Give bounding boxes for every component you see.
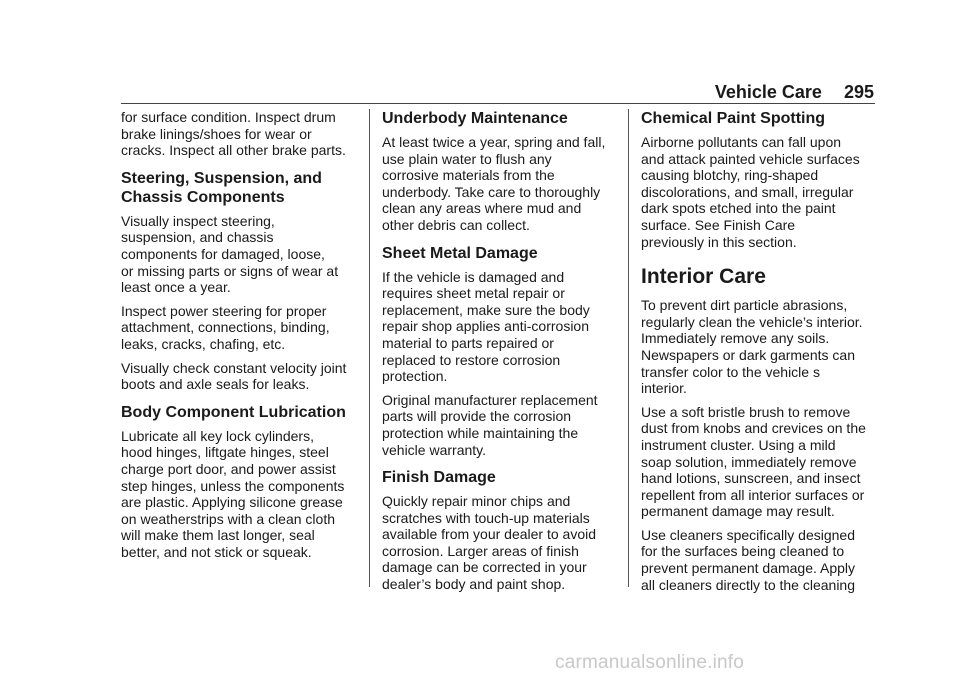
text-line: brake linings/shoes for wear or — [121, 125, 312, 142]
column-1 — [121, 109, 361, 567]
paragraph — [121, 303, 361, 353]
text-line: dark spots etched into the paint — [641, 200, 836, 217]
text-line: leaks, cracks, chafing, etc. — [121, 335, 286, 352]
column-2 — [382, 109, 622, 600]
paragraph — [382, 269, 622, 385]
text-line: hand lotions, sunscreen, and insect — [641, 470, 861, 487]
text-line: use plain water to flush any — [382, 150, 552, 167]
header-rule — [121, 103, 875, 104]
text-line: Visually inspect steering, — [121, 212, 275, 229]
text-line: To prevent dirt particle abrasions, — [641, 297, 848, 314]
text-line: interior. — [641, 380, 687, 397]
text-line: instrument cluster. Using a mild — [641, 436, 836, 453]
text-line: clean any areas where mud and — [382, 200, 582, 217]
text-line: transfer color to the vehicle s — [641, 363, 820, 380]
text-line: Original manufacturer replacement — [382, 391, 598, 408]
text-line: previously in this section. — [641, 233, 797, 250]
column-3 — [641, 109, 881, 600]
text-line: Quickly repair minor chips and — [382, 493, 571, 510]
text-line: protection while maintaining the — [382, 424, 579, 441]
text-line: scratches with touch-up materials — [382, 509, 590, 526]
text-line: soap solution, immediately remove — [641, 453, 857, 470]
text-line: charge port door, and power assist — [121, 460, 336, 477]
text-line: regularly clean the vehicle’s interior. — [641, 313, 863, 330]
paragraph — [641, 134, 881, 250]
heading-chemical-paint-spotting: Chemical Paint Spotting — [641, 110, 826, 127]
text-line: Use cleaners specifically designed — [641, 526, 855, 543]
text-line: surface. See Finish Care — [641, 216, 796, 233]
text-line: Visually check constant velocity joint — [121, 359, 347, 376]
heading-interior-care: Interior Care — [641, 265, 766, 289]
section-title: Vehicle Care — [714, 82, 822, 102]
text-line: attachment, connections, binding, — [121, 319, 330, 336]
text-line: Use a soft bristle brush to remove — [641, 403, 851, 420]
text-line: permanent damage may result. — [641, 503, 835, 520]
text-line: will make them last longer, seal — [121, 527, 315, 544]
text-line: causing blotchy, ring-shaped — [641, 167, 819, 184]
text-line: hood hinges, liftgate hinges, steel — [121, 444, 329, 461]
paragraph — [121, 213, 361, 296]
heading-underbody-maintenance: Underbody Maintenance — [382, 110, 568, 127]
text-line: material to parts repaired or — [382, 334, 554, 351]
text-line: Immediately remove any soils. — [641, 330, 830, 347]
text-line: replaced to restore corrosion — [382, 351, 561, 368]
text-line: dust from knobs and crevices on the — [641, 420, 866, 437]
text-line: repellent from all interior surfaces or — [641, 486, 865, 503]
text-line: Newspapers or dark garments can — [641, 346, 855, 363]
paragraph — [641, 527, 881, 593]
text-line: Airborne pollutants can fall upon — [641, 134, 842, 150]
column-divider — [628, 109, 629, 587]
paragraph — [121, 360, 361, 393]
text-line: are plastic. Applying silicone grease — [121, 494, 343, 511]
text-line: better, and not stick or squeak. — [121, 543, 312, 560]
heading-sheet-metal-damage: Sheet Metal Damage — [382, 244, 538, 262]
text-line: repair shop applies anti-corrosion — [382, 318, 589, 335]
text-line: protection. — [382, 368, 448, 385]
text-line: for surface condition. Inspect drum — [121, 109, 336, 125]
watermark: carmanualsonline.info — [555, 652, 745, 673]
text-line: boots and axle seals for leaks. — [121, 376, 310, 393]
text-line: step hinges, unless the components — [121, 477, 345, 494]
text-line: Inspect power steering for proper — [121, 302, 327, 319]
heading-finish-damage: Finish Damage — [382, 469, 496, 487]
text-line: corrosion. Larger areas of finish — [382, 542, 579, 559]
heading-steering-suspension — [121, 169, 361, 207]
text-line: corrosive materials from the — [382, 167, 555, 184]
paragraph — [121, 109, 361, 159]
text-line: prevent permanent damage. Apply — [641, 560, 856, 577]
text-line: damage can be corrected in your — [382, 559, 587, 576]
text-line: for the surfaces being cleaned to — [641, 543, 845, 560]
paragraph — [382, 493, 622, 593]
text-line: all cleaners directly to the cleaning — [641, 576, 856, 593]
paragraph — [121, 428, 361, 561]
paragraph — [382, 134, 622, 234]
text-line: other debris can collect. — [382, 216, 530, 233]
text-line: underbody. Take care to thoroughly — [382, 183, 601, 200]
paragraph — [641, 404, 881, 520]
text-line: and attack painted vehicle surfaces — [641, 150, 860, 167]
column-divider — [369, 109, 370, 587]
text-line: Steering, Suspension, and — [121, 169, 322, 187]
text-line: on weatherstrips with a clean cloth — [121, 510, 335, 527]
text-line: replacement, make sure the body — [382, 301, 590, 318]
text-line: cracks. Inspect all other brake parts. — [121, 142, 346, 159]
text-line: components for damaged, loose, — [121, 245, 325, 262]
page-number: 295 — [843, 82, 874, 102]
text-line: parts will provide the corrosion — [382, 408, 572, 425]
heading-body-lubrication: Body Component Lubrication — [121, 403, 346, 421]
text-line: available from your dealer to avoid — [382, 526, 597, 543]
paragraph — [382, 392, 622, 458]
text-line: Lubricate all key lock cylinders, — [121, 427, 314, 444]
text-line: Chassis Components — [121, 188, 285, 206]
text-line: least once a year. — [121, 279, 231, 296]
page-header — [715, 82, 874, 103]
text-line: or missing parts or signs of wear at — [121, 262, 339, 279]
text-line: dealer’s body and paint shop. — [382, 576, 566, 593]
text-line: vehicle warranty. — [382, 441, 487, 458]
text-line: requires sheet metal repair or — [382, 285, 565, 302]
text-line: If the vehicle is damaged and — [382, 268, 565, 285]
text-line: At least twice a year, spring and fall, — [382, 134, 606, 150]
paragraph — [641, 297, 881, 397]
text-line: suspension, and chassis — [121, 229, 274, 246]
text-line: discolorations, and small, irregular — [641, 183, 854, 200]
